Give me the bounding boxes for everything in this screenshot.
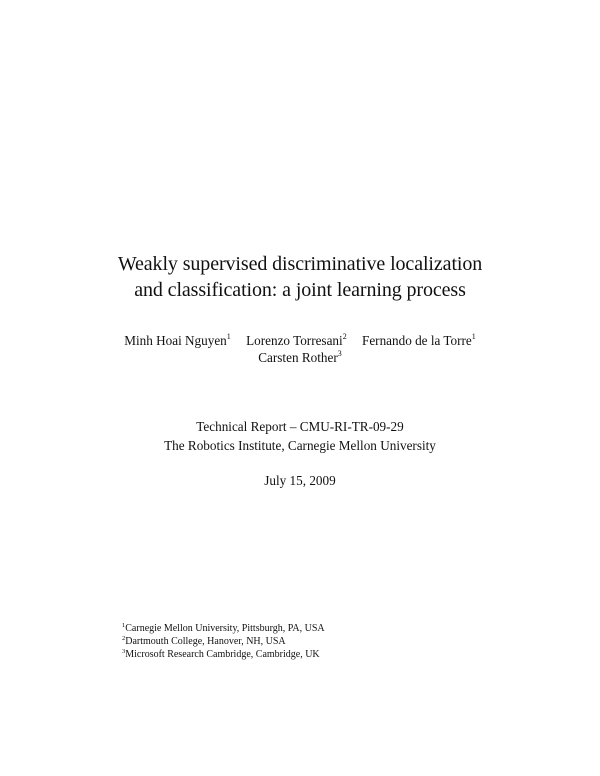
author-2-affiliation-mark: 2	[342, 332, 347, 341]
paper-title	[0, 251, 600, 303]
author-2-name: Lorenzo Torresani	[246, 333, 343, 348]
author-3-name: Fernando de la Torre	[361, 333, 472, 348]
paper-title-line-1: Weakly supervised discriminative localization	[117, 253, 483, 275]
affiliation-footnote-2-mark: 2	[122, 635, 126, 642]
author-list	[0, 332, 600, 366]
affiliation-footnote-2-text: Dartmouth College, Hanover, NH, USA	[125, 636, 286, 647]
affiliation-footnote-3-text: Microsoft Research Cambridge, Cambridge, UK	[125, 649, 320, 660]
author-row-1	[0, 332, 600, 349]
report-institution: The Robotics Institute, Carnegie Mellon University	[164, 438, 436, 453]
author-4-name: Carsten Rother	[258, 350, 338, 365]
report-info	[0, 417, 600, 455]
author-1-affiliation-mark: 1	[226, 332, 231, 341]
author-1-name: Minh Hoai Nguyen	[124, 333, 227, 348]
affiliation-footnote-1-mark: 1	[122, 622, 126, 629]
report-date: July 15, 2009	[264, 473, 336, 488]
author-4-affiliation-mark: 3	[337, 349, 342, 358]
author-3	[362, 332, 476, 349]
author-row-2	[0, 349, 600, 366]
author-3-affiliation-mark: 1	[471, 332, 476, 341]
paper-title-line-2: and classification: a joint learning process	[134, 279, 466, 301]
affiliation-footnote-3-mark: 3	[122, 648, 126, 655]
affiliation-footnotes	[122, 622, 325, 661]
report-number: Technical Report – CMU-RI-TR-09-29	[196, 419, 404, 434]
affiliation-footnote-3	[122, 648, 325, 661]
author-4	[258, 349, 341, 366]
affiliation-footnote-1-text: Carnegie Mellon University, Pittsburgh, PA, USA	[125, 623, 325, 634]
affiliation-footnote-2	[122, 635, 325, 648]
author-1	[124, 332, 231, 349]
author-2	[246, 332, 347, 349]
affiliation-footnote-1	[122, 622, 325, 635]
